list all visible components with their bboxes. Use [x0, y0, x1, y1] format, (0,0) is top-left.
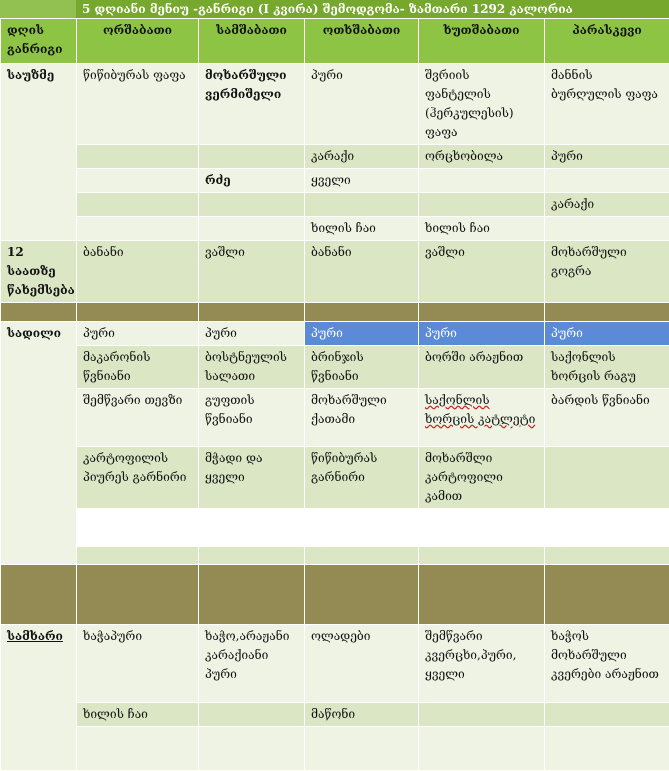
lunch-label: სადილი [1, 322, 77, 565]
menu-cell: მოხარშული ქათამი [305, 389, 419, 447]
menu-cell: ბარდის წვნიანი [545, 389, 669, 447]
menu-cell: პური [545, 145, 669, 169]
day-thursday: ხუთშაბათი [419, 19, 545, 64]
menu-cell [545, 217, 669, 241]
day-wednesday: ოთხშაბათი [305, 19, 419, 64]
menu-cell: ბორში არაჟნით [419, 346, 545, 389]
menu-cell [199, 193, 305, 217]
menu-cell: მოხარშული ვერმიშელი [199, 64, 305, 145]
header-row [1, 19, 669, 64]
menu-cell: ხილის ჩაი [419, 217, 545, 241]
breakfast-row [1, 217, 669, 241]
snack-label: 12 საათზე წახემსება [1, 241, 77, 303]
menu-cell [545, 169, 669, 193]
breakfast-row [1, 169, 669, 193]
menu-cell: მჭადი და ყველი [199, 447, 305, 509]
menu-cell: ხაჭო,არაჟანი კარაქიანი პური [199, 625, 305, 703]
day-friday: პარასკევი [545, 19, 669, 64]
breakfast-row [1, 145, 669, 169]
menu-cell [199, 145, 305, 169]
menu-cell: მოხარშული გოგრა [545, 241, 669, 303]
menu-cell: მოხარშლი კარტოფილი კამით [419, 447, 545, 509]
menu-cell: კარაქი [305, 145, 419, 169]
menu-cell [77, 169, 199, 193]
menu-cell: შემწვარი კვერცხი,პური, ყველი [419, 625, 545, 703]
lunch-row [1, 389, 669, 447]
menu-cell: მაკარონის წვნიანი [77, 346, 199, 389]
menu-cell [419, 703, 545, 727]
menu-cell: შემწვარი თევზი [77, 389, 199, 447]
menu-cell [77, 217, 199, 241]
menu-cell [199, 217, 305, 241]
menu-cell: ვაშლი [199, 241, 305, 303]
menu-cell: ბანანი [305, 241, 419, 303]
dinner-row [1, 625, 669, 703]
menu-cell: ყველი [305, 169, 419, 193]
separator-row [1, 565, 669, 625]
menu-cell [419, 193, 545, 217]
dinner-label: სამხარი [1, 625, 77, 771]
snack-row [1, 241, 669, 303]
menu-cell [545, 447, 669, 509]
menu-cell: პური [199, 322, 305, 346]
menu-cell: წიწიბურას გარნირი [305, 447, 419, 509]
lunch-row [1, 447, 669, 509]
spacer-row [1, 509, 669, 547]
weekly-menu-table [0, 18, 669, 771]
menu-cell: ხილის ჩაი [305, 217, 419, 241]
menu-cell [545, 703, 669, 727]
menu-cell: კარაქი [545, 193, 669, 217]
menu-cell: პური [545, 322, 669, 346]
breakfast-row [1, 64, 669, 145]
spacer-row [1, 727, 669, 771]
menu-cell: ხილის ჩაი [77, 703, 199, 727]
day-tuesday: სამშაბათი [199, 19, 305, 64]
breakfast-label: საუზმე [1, 64, 77, 241]
menu-cell: პური [305, 322, 419, 346]
menu-cell: კარტოფილის პიურეს გარნირი [77, 447, 199, 509]
menu-cell: შვრიის ფანტელის (ჰერკულესის) ფაფა [419, 64, 545, 145]
menu-cell: ოლადები [305, 625, 419, 703]
breakfast-row [1, 193, 669, 217]
separator-row [1, 303, 669, 322]
day-monday: ორშაბათი [77, 19, 199, 64]
menu-cell: ბოსტნეულის სალათი [199, 346, 305, 389]
menu-cell: პური [77, 322, 199, 346]
menu-cell: ხაჭაპური [77, 625, 199, 703]
menu-cell: პური [419, 322, 545, 346]
menu-cell: მანნის ბურღულის ფაფა [545, 64, 669, 145]
dinner-row [1, 703, 669, 727]
menu-cell: ხაჭოს მოხარშული კვერები არაჟნით [545, 625, 669, 703]
menu-cell [77, 145, 199, 169]
menu-cell: ვაშლი [419, 241, 545, 303]
menu-cell: მაწონი [305, 703, 419, 727]
menu-cell: პური [305, 64, 419, 145]
spacer-row [1, 547, 669, 565]
menu-cell [305, 193, 419, 217]
menu-cell [419, 169, 545, 193]
menu-cell: ორცხობილა [419, 145, 545, 169]
lunch-row [1, 346, 669, 389]
menu-cell: ბრინჯის წვნიანი [305, 346, 419, 389]
menu-title: 5 დღიანი მენიუ -განრიგი (I კვირა) შემოდგომა- ზამთარი 1292 კალორია [82, 0, 573, 18]
lunch-row [1, 322, 669, 346]
menu-cell [199, 703, 305, 727]
menu-cell: საქონლის ხორცის კატლეტი [419, 389, 545, 447]
menu-cell: რძე [199, 169, 305, 193]
menu-cell: გუფთის წვნიანი [199, 389, 305, 447]
day-schedule-header: დღის განრიგი [1, 19, 77, 64]
menu-cell: საქონლის ხორცის რაგუ [545, 346, 669, 389]
menu-cell: ბანანი [77, 241, 199, 303]
menu-cell: წიწიბურას ფაფა [77, 64, 199, 145]
menu-cell [77, 193, 199, 217]
